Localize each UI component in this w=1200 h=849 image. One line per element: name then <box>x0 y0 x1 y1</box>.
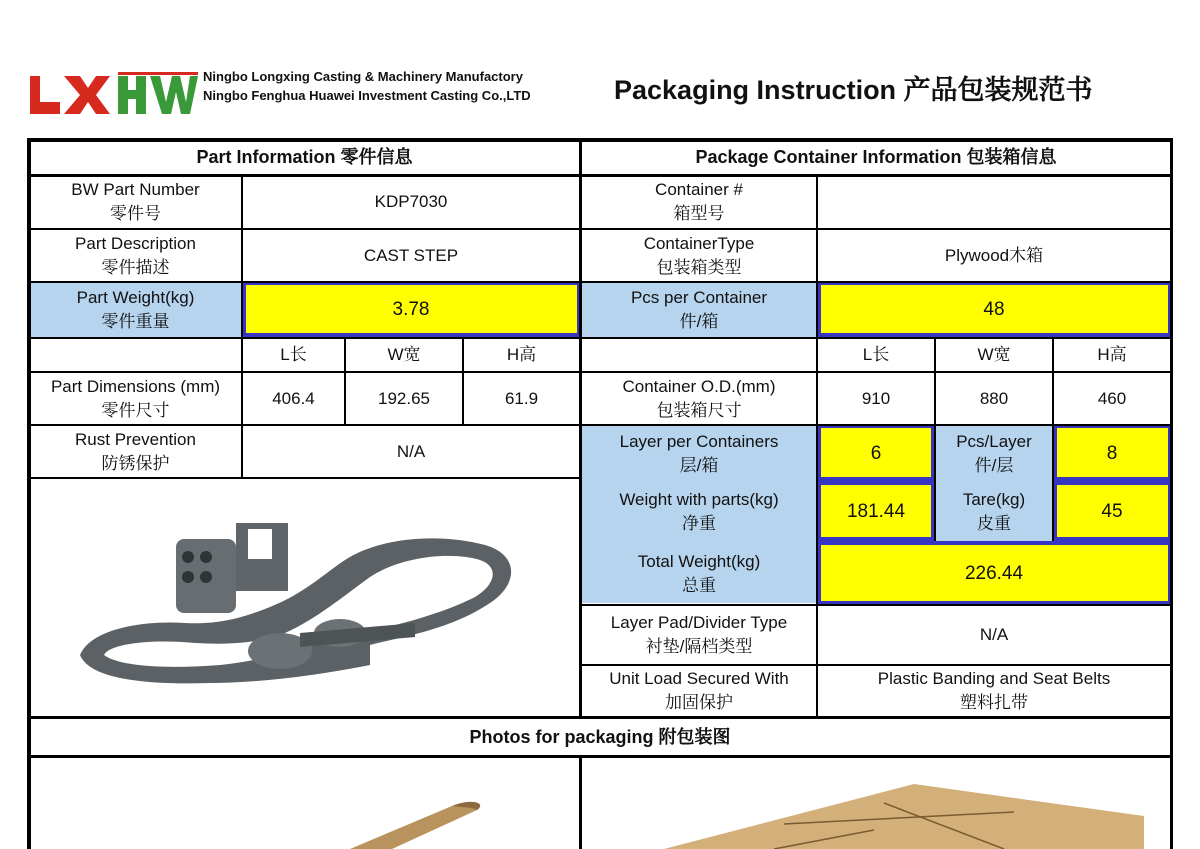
container-type-label-cn: 包装箱类型 <box>656 257 742 277</box>
part-weight-value: 3.78 <box>392 299 430 320</box>
tare-value: 45 <box>1101 501 1123 522</box>
container-type-value: Plywood木箱 <box>944 245 1044 265</box>
total-weight-label-en: Total Weight(kg) <box>637 551 761 571</box>
rust-prevention-value: N/A <box>396 441 426 461</box>
container-dim-l-header: L长 <box>862 345 890 364</box>
unit-load-label <box>582 666 816 716</box>
container-od-label-cn: 包装箱尺寸 <box>656 400 742 420</box>
company-names <box>203 67 531 105</box>
container-type-label-en: ContainerType <box>643 233 755 253</box>
container-info-header: Package Container Information 包装箱信息 <box>695 147 1057 167</box>
layer-pad-value: N/A <box>979 625 1009 644</box>
container-number-label <box>582 176 816 228</box>
packaging-photo-2 <box>584 758 1169 849</box>
layers-label <box>582 426 816 481</box>
layer-pad-label-cn: 衬垫/隔档类型 <box>645 637 753 656</box>
container-od-label-en: Container O.D.(mm) <box>622 376 776 396</box>
tare-label-cn: 皮重 <box>977 514 1011 533</box>
container-width-value: 880 <box>979 388 1009 408</box>
part-description-label-cn: 零件描述 <box>101 257 170 277</box>
huawei-casting-logo <box>118 72 198 118</box>
total-weight-label <box>582 543 816 604</box>
document-title: Packaging Instruction 产品包装规范书 <box>614 75 1093 105</box>
layer-pad-label-en: Layer Pad/Divider Type <box>610 613 788 632</box>
part-description-label-en: Part Description <box>75 233 196 253</box>
container-od-label <box>582 373 816 424</box>
pcs-per-container-value: 48 <box>983 299 1005 320</box>
pcs-layer-label-en: Pcs/Layer <box>956 431 1032 451</box>
net-weight-label-en: Weight with parts(kg) <box>619 490 779 509</box>
rust-prevention-label-en: Rust Prevention <box>75 429 196 449</box>
layers-label-cn: 层/箱 <box>679 455 719 475</box>
part-weight-label-cn: 零件重量 <box>101 312 170 331</box>
unit-load-value-cn: 塑料扎带 <box>960 693 1028 712</box>
part-height-value: 61.9 <box>504 388 539 408</box>
tare-label <box>936 483 1052 541</box>
part-weight-label-en: Part Weight(kg) <box>76 288 195 307</box>
pcs-layer-label <box>936 426 1052 481</box>
rust-prevention-label <box>30 426 241 477</box>
net-weight-label <box>582 483 816 541</box>
pcs-layer-value: 8 <box>1106 442 1118 464</box>
unit-load-label-cn: 加固保护 <box>665 693 733 712</box>
container-dim-h-header: H高 <box>1097 345 1127 364</box>
tare-label-en: Tare(kg) <box>962 490 1026 509</box>
part-number-label <box>30 176 241 228</box>
part-number-label-en: BW Part Number <box>71 180 200 199</box>
container-number-value <box>818 176 1170 228</box>
container-number-label-cn: 箱型号 <box>673 204 725 223</box>
unit-load-value <box>818 666 1170 716</box>
total-weight-label-cn: 总重 <box>682 575 716 595</box>
unit-load-value-en: Plastic Banding and Seat Belts <box>877 669 1111 688</box>
packaging-photo-1 <box>32 758 578 849</box>
part-description-value: CAST STEP <box>363 245 459 265</box>
container-length-value: 910 <box>861 388 891 408</box>
part-number-value: KDP7030 <box>374 192 448 211</box>
pcs-per-container-label-en: Pcs per Container <box>630 288 768 307</box>
photos-header: Photos for packaging 附包装图 <box>469 727 731 747</box>
container-dim-w-header: W宽 <box>977 345 1011 364</box>
part-dim-h-header: H高 <box>506 345 537 364</box>
layer-pad-label <box>582 606 816 664</box>
part-width-value: 192.65 <box>378 388 430 408</box>
container-type-label <box>582 230 816 281</box>
part-image <box>70 515 530 695</box>
part-length-value: 406.4 <box>272 388 315 408</box>
container-number-label-en: Container # <box>655 180 743 199</box>
table-right-border <box>1170 138 1173 849</box>
company-name-1: Ningbo Longxing Casting & Machinery Manufactory <box>203 69 523 84</box>
part-dimensions-label-en: Part Dimensions (mm) <box>50 376 221 396</box>
total-weight-value: 226.44 <box>964 562 1024 584</box>
unit-load-label-en: Unit Load Secured With <box>609 669 789 688</box>
pcs-layer-label-cn: 件/层 <box>974 455 1014 475</box>
container-height-value: 460 <box>1097 388 1127 408</box>
photos-divider <box>579 757 582 849</box>
part-info-header: Part Information 零件信息 <box>196 147 413 167</box>
part-dim-l-header: L长 <box>280 345 307 364</box>
part-number-label-cn: 零件号 <box>110 204 161 223</box>
net-weight-value: 181.44 <box>846 501 906 522</box>
layers-label-en: Layer per Containers <box>619 431 779 451</box>
part-dimensions-label-cn: 零件尺寸 <box>101 400 170 420</box>
net-weight-label-cn: 净重 <box>682 514 716 533</box>
row-line <box>30 477 580 479</box>
rust-prevention-label-cn: 防锈保护 <box>101 453 170 473</box>
pcs-per-container-label-cn: 件/箱 <box>679 312 719 331</box>
company-name-2: Ningbo Fenghua Huawei Investment Casting Co.,LTD <box>203 88 531 103</box>
part-dim-w-header: W宽 <box>387 345 421 364</box>
part-weight-label <box>30 283 241 337</box>
part-dimensions-label <box>30 373 241 424</box>
pcs-per-container-label <box>582 283 816 337</box>
layers-value: 6 <box>870 442 882 464</box>
part-description-label <box>30 230 241 281</box>
longxing-logo <box>30 72 110 118</box>
